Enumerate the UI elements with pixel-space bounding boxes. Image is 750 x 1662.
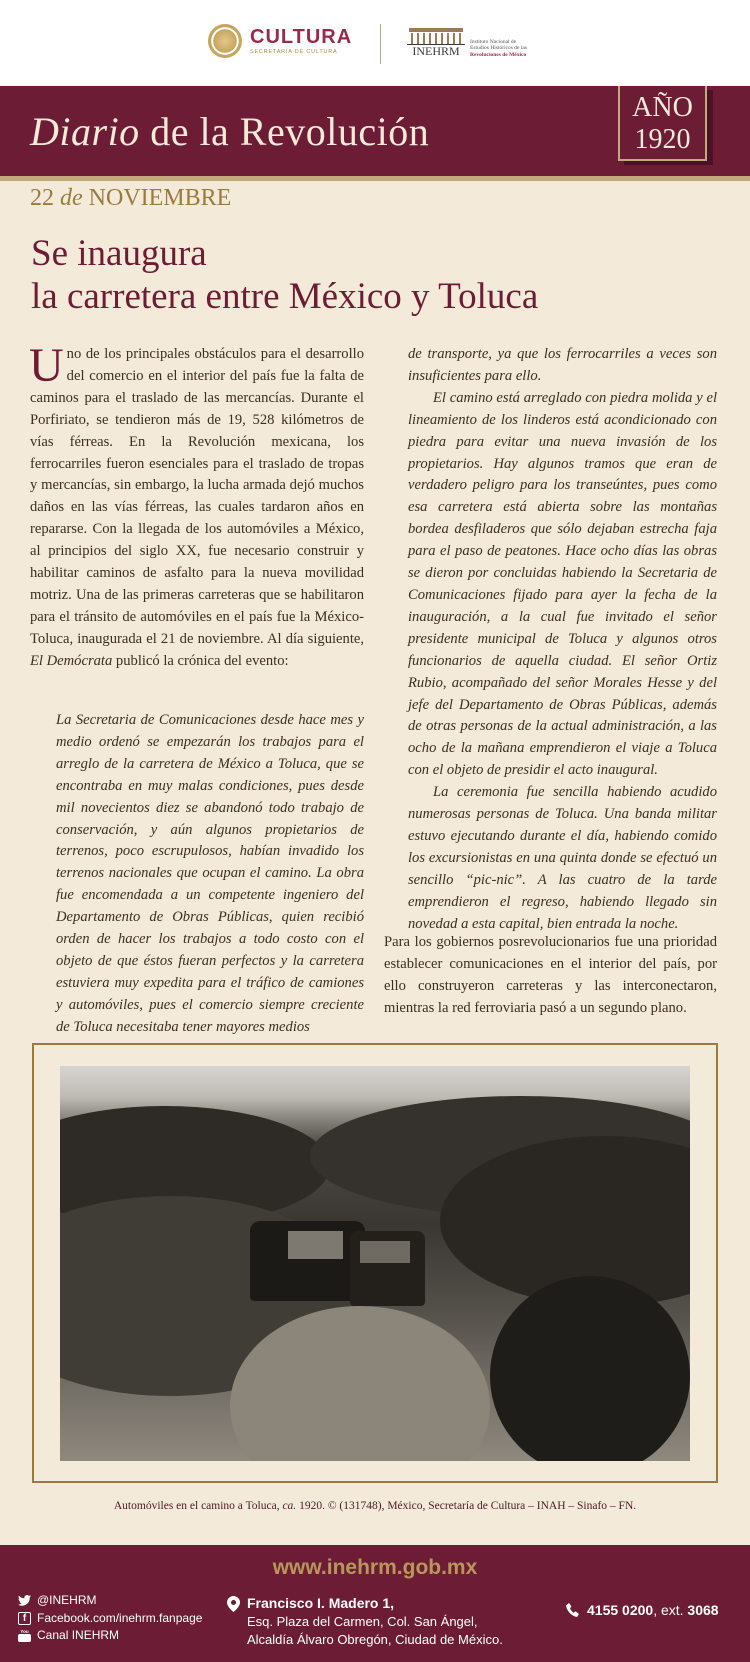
twitter-handle: @INEHRM: [37, 1593, 97, 1607]
inehrm-building-icon: [407, 28, 465, 58]
phone-number: 4155 0200: [587, 1602, 654, 1618]
year-word: AÑO: [632, 92, 693, 123]
phone-icon: [566, 1603, 579, 1618]
quote-text: La Secretaria de Comunicaciones desde hace mes y medio ordenó se empezarán los trabajos para el arreglo de la carretera de México a Toluca, que se encontraba en muy malas condiciones, pues desde mil novecientos diez se abandonó todo trabajo de conservación, y aún algunos propietarios de terrenos, poco escrupulosos, habían invadido los terrenos nacionales que ocupan el camino. La obra fue encomendada a un competente ingeniero del Departamento de Obras Públicas, quien recibió orden de hacer los trabajos a todo costo con el objeto de que éstos fueran perfectos y la carretera estuviera muy expedita para el tráfico de camiones y automóviles, pues el comercio siempre creciente de Toluca necesitaba tener mayores medios: [56, 712, 364, 1035]
caption-text: Automóviles en el camino a Toluca,: [113, 1500, 283, 1512]
svg-text:You: You: [20, 1628, 29, 1634]
phone-extension: 3068: [687, 1602, 719, 1618]
year-badge: [618, 86, 707, 161]
lead-text-end: publicó la crónica del evento:: [112, 652, 289, 669]
facebook-icon: f: [18, 1612, 31, 1625]
inst-line-2: Estudios Históricos de las: [470, 45, 527, 51]
cultura-name: CULTURA: [250, 25, 353, 48]
masthead-italic: Diario: [30, 109, 140, 154]
quote-block: [56, 710, 364, 1039]
inehrm-acronym: INEHRM: [407, 44, 465, 58]
photo-caption: [0, 1500, 750, 1512]
quote-continuation: [408, 344, 717, 935]
youtube-icon: [18, 1629, 31, 1642]
twitter-link[interactable]: [18, 1593, 97, 1607]
cultura-seal-icon: [208, 24, 242, 58]
inehrm-full-name: [470, 39, 527, 59]
twitter-icon: [18, 1594, 31, 1607]
lead-text: no de los principales obstáculos para el desarrollo del comercio en el interior del país fue la falta de caminos para el traslado de las mercancías. Durante el Porfiriato, se tendieron más de 19, 528 kilómetros de vías férreas. En la Revolución mexicana, los ferrocarriles fueron esenciales para el traslado de tropas y mercancías, sin embargo, la lucha armada dejó muchos daños en las vías férreas, las cuales tardaron años en repararse. Con la llegada de los automóviles a México, al principios del siglo XX, fue necesario construir y habilitar caminos de asfalto para la nueva movilidad motriz. Una de las primeras carreteras que se habilitaron para el tránsito de automóviles en el país fue la México-Toluca, inaugurada el 21 de noviembre. Al día siguiente,: [30, 346, 364, 647]
photo-frame: [32, 1043, 718, 1483]
caption-circa: ca.: [282, 1500, 297, 1512]
closing-text: Para los gobiernos posrevolucionarios fue una prioridad establecer comunicaciones en el interior del país, por ello construyeron carreteras y las interconectaron, mientras la red ferroviaria pasó a un segundo plano.: [384, 934, 717, 1016]
title-line-2: la carretera entre México y Toluca: [31, 276, 539, 317]
youtube-channel: Canal INEHRM: [37, 1628, 120, 1642]
location-pin-icon: [227, 1596, 240, 1612]
address-street: Francisco I. Madero 1,: [247, 1595, 395, 1611]
lead-paragraph: [29, 339, 364, 673]
address-block: [247, 1594, 503, 1649]
cultura-subtitle: SECRETARÍA DE CULTURA: [250, 48, 338, 55]
facebook-url: Facebook.com/inehrm.fanpage: [37, 1611, 203, 1625]
newspaper-name: El Demócrata: [30, 652, 113, 669]
header-logos: [0, 0, 750, 86]
masthead-rest: de la Revolución: [139, 109, 430, 154]
inehrm-logo[interactable]: [407, 28, 527, 58]
year-number: 1920: [634, 124, 691, 155]
website-link[interactable]: www.inehrm.gob.mx: [272, 1556, 478, 1579]
date-de: de: [60, 185, 83, 211]
caption-credit: 1920. © (131748), México, Secretaría de Cultura – INAH – Sinafo – FN.: [296, 1500, 637, 1512]
closing-paragraph: [384, 932, 717, 1020]
inst-line-1: Instituto Nacional de: [470, 38, 517, 45]
quote-para-3: La ceremonia fue sencilla habiendo acudido numerosas personas de Toluca. Una banda militar estuvo ejecutando durante el día, habiendo comido los excursionistas en una quinta donde se efectuó un sencillo “pic-nic”. A las cuatro de la tarde emprendieron el regreso, habiendo llegado sin novedad a esta capital, bien entrada la noche.: [408, 784, 717, 932]
date-month: NOVIEMBRE: [88, 185, 232, 211]
drop-cap: U: [29, 339, 64, 392]
address-line-3: Alcaldía Álvaro Obregón, Ciudad de México.: [247, 1632, 503, 1647]
entry-date: [30, 185, 231, 212]
date-day: 22: [30, 185, 54, 211]
facebook-link[interactable]: [18, 1611, 202, 1625]
quote-para-1: de transporte, ya que los ferrocarriles a veces son insuficientes para ello.: [408, 346, 717, 384]
cultura-logo[interactable]: [208, 24, 352, 58]
inst-line-3: Revoluciones de México: [470, 51, 527, 58]
address-line-2: Esq. Plaza del Carmen, Col. San Ángel,: [247, 1614, 478, 1629]
masthead-rule: [0, 176, 750, 181]
historic-photo: [60, 1066, 690, 1461]
logo-divider: [380, 24, 381, 64]
quote-para-2: El camino está arreglado con piedra molida y el lineamiento de los linderos está acondicionado con piedra para evitar una nueva invasión de los propietarios. Hay algunos tramos que eran de verdadero peligro para los transeúntes, pues como esa carretera está abierta sobre las montañas bordea desfiladeros que sólo dejaban estrecha faja para el paso de peatones. Hace ocho días las obras se dieron por concluidas habiendo la Secretaria de Comunicaciones fijado para ayer la fecha de la inauguración, a la cual fue invitado el señor presidente municipal de Toluca y algunos otros funcionarios de aquella ciudad. El señor Ortiz Rubio, acompañado del señor Morales Hesse y del jefe del Departamento de Obras Públicas, además de otras personas de la actual administración, a las ocho de la mañana emprendieron el viaje a Toluca con el objeto de presidir el acto inaugural.: [408, 389, 717, 779]
phone-ext-label: , ext.: [653, 1602, 688, 1618]
masthead-title: [30, 108, 429, 155]
article-title: [31, 232, 538, 318]
youtube-link[interactable]: [18, 1628, 119, 1642]
title-line-1: Se inaugura: [31, 233, 207, 274]
phone-block[interactable]: [566, 1602, 719, 1618]
